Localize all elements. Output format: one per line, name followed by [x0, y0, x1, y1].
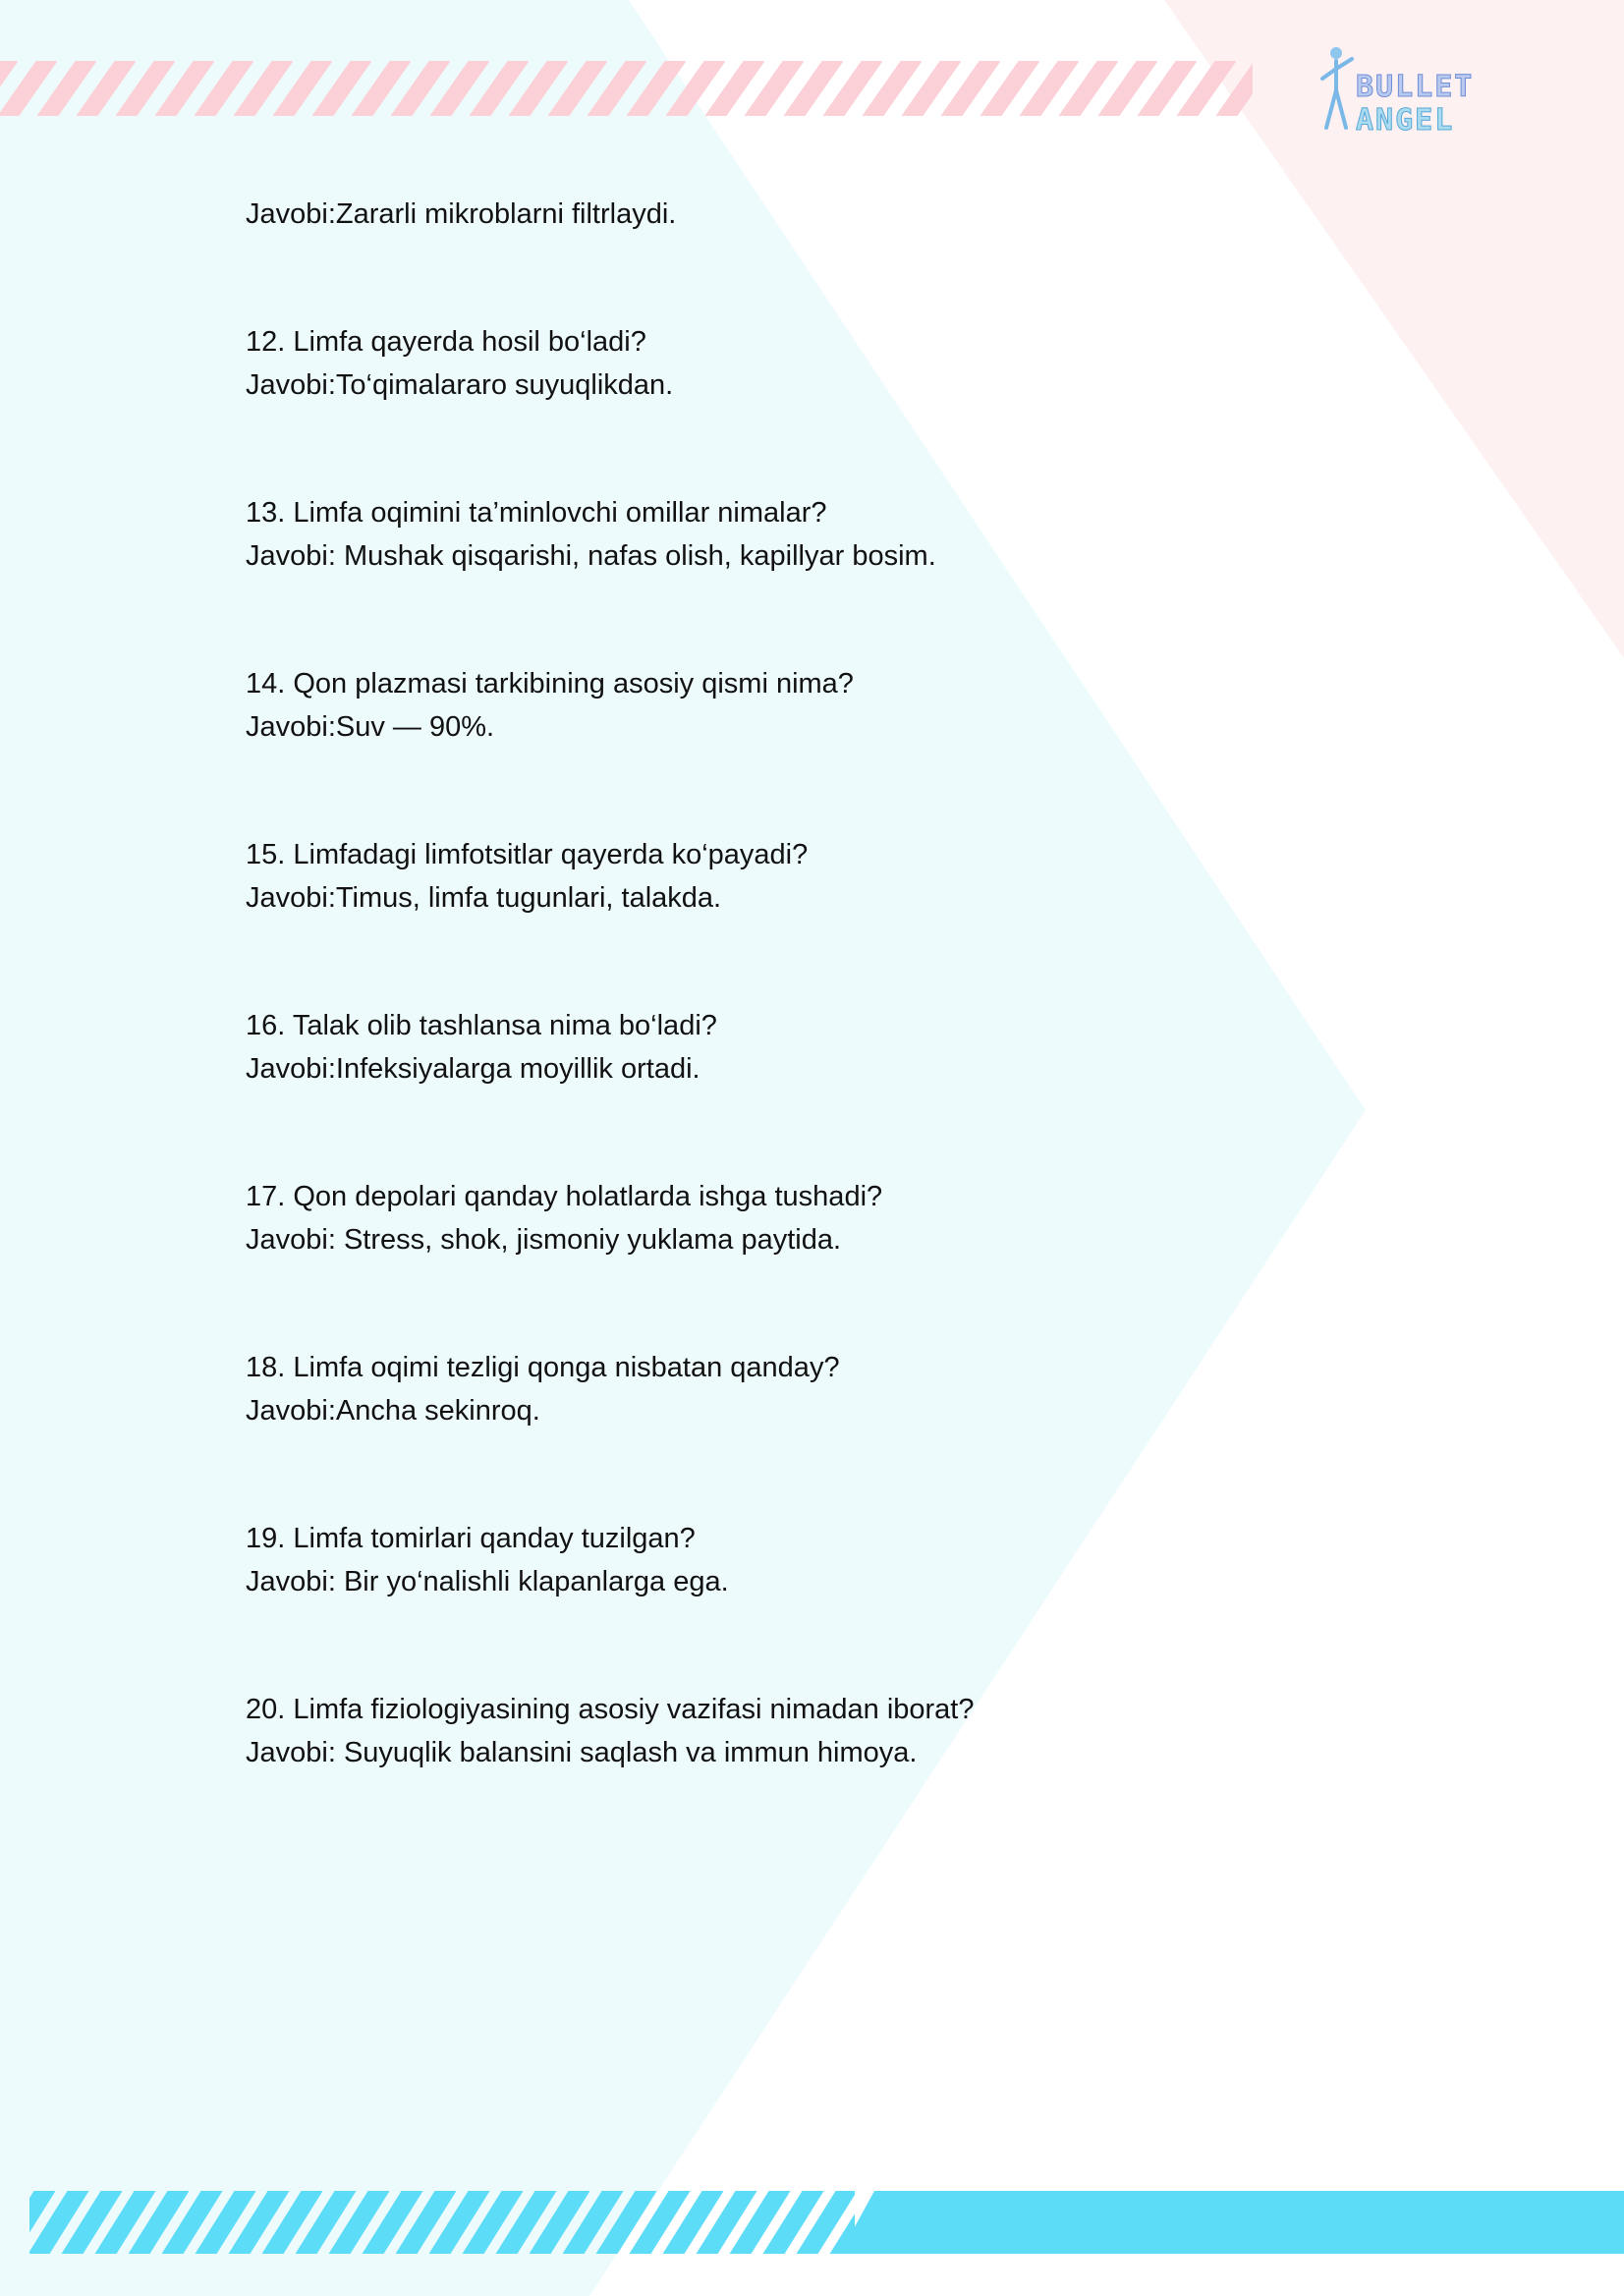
answer-text: Javobi: Stress, shok, jismoniy yuklama paytida. [246, 1224, 842, 1256]
bottom-stripe-band [29, 2191, 855, 2254]
question-text: 17. Qon depolari qanday holatlarda ishga tushadi? [246, 1181, 883, 1212]
answer-text: Javobi: Suyuqlik balansini saqlash va immun himoya. [246, 1737, 918, 1768]
qa-item-14 [246, 662, 1425, 749]
qa-item-12 [246, 320, 1425, 407]
logo-line2: ANGEL [1356, 103, 1455, 138]
angel-figure-icon [1322, 47, 1352, 128]
question-text: 13. Limfa oqimini ta’minlovchi omillar nimalar? [246, 497, 827, 529]
qa-item-16 [246, 1004, 1425, 1091]
qa-item-15 [246, 833, 1425, 920]
document-body [246, 193, 1425, 1774]
logo-line1: BULLET [1356, 70, 1475, 104]
answer-text: Javobi:To‘qimalararo suyuqlikdan. [246, 369, 674, 401]
answer-text: Javobi: Bir yo‘nalishli klapanlarga ega. [246, 1566, 729, 1597]
qa-item-20 [246, 1688, 1425, 1774]
answer-text: Javobi: Mushak qisqarishi, nafas olish, kapillyar bosim. [246, 540, 936, 572]
bullet-angel-logo [1316, 39, 1552, 147]
bottom-solid-band [840, 2191, 1624, 2254]
top-stripe-band [0, 61, 1253, 116]
qa-item-19 [246, 1517, 1425, 1603]
question-text: 19. Limfa tomirlari qanday tuzilgan? [246, 1523, 696, 1554]
question-text: 16. Talak olib tashlansa nima bo‘ladi? [246, 1010, 717, 1041]
qa-item-13 [246, 491, 1425, 578]
question-text: 18. Limfa oqimi tezligi qonga nisbatan qanday? [246, 1352, 840, 1383]
answer-text: Javobi:Timus, limfa tugunlari, talakda. [246, 882, 722, 914]
answer-text: Javobi:Suv — 90%. [246, 711, 495, 743]
answer-text: Javobi:Zararli mikroblarni filtrlaydi. [246, 198, 677, 230]
answer-text: Javobi:Infeksiyalarga moyillik ortadi. [246, 1053, 700, 1085]
question-text: 20. Limfa fiziologiyasining asosiy vazifasi nimadan iborat? [246, 1694, 975, 1725]
question-text: 14. Qon plazmasi tarkibining asosiy qismi nima? [246, 668, 854, 700]
answer-text: Javobi:Ancha sekinroq. [246, 1395, 540, 1427]
qa-item-17 [246, 1175, 1425, 1261]
question-text: 12. Limfa qayerda hosil bo‘ladi? [246, 326, 646, 358]
question-text: 15. Limfadagi limfotsitlar qayerda ko‘payadi? [246, 839, 809, 870]
qa-item-18 [246, 1346, 1425, 1432]
